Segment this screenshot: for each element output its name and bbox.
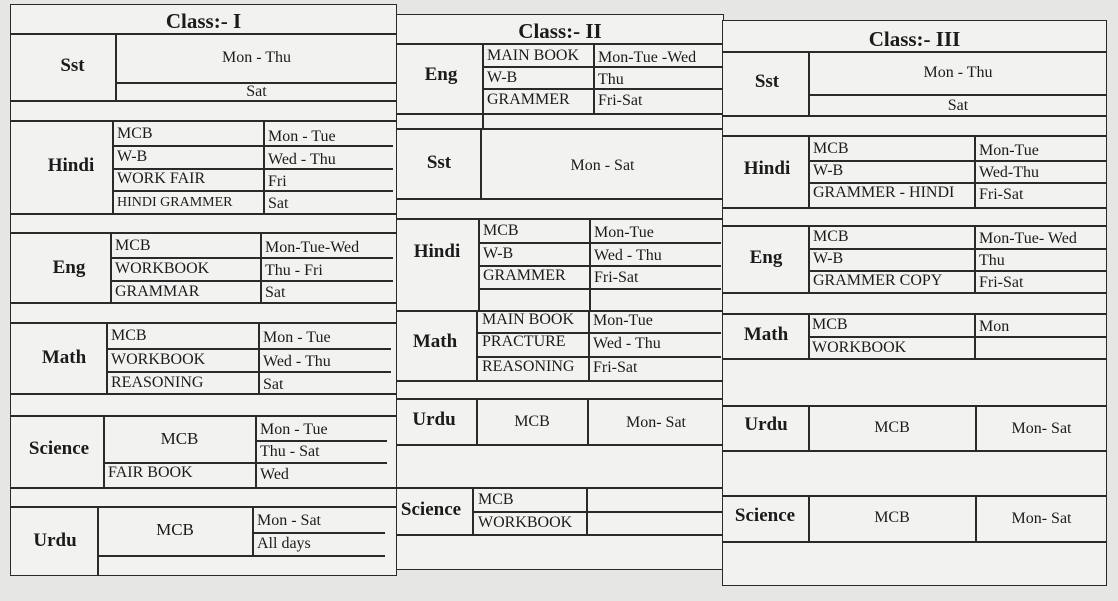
class1-science-mcb: MCB: [160, 429, 199, 448]
divider: [103, 417, 105, 487]
divider: [10, 393, 397, 395]
class3-urdu-days: Mon- Sat: [1011, 420, 1072, 437]
divider: [10, 322, 397, 324]
divider: [808, 94, 1107, 96]
divider: [722, 495, 1107, 497]
class2-eng-book: MAIN BOOK: [487, 47, 579, 64]
divider: [396, 487, 724, 489]
class3-eng-days: Mon-Tue- Wed: [979, 230, 1077, 247]
divider: [260, 234, 262, 302]
class1-urdu-subject: Urdu: [33, 530, 77, 551]
divider: [476, 310, 478, 380]
class3-eng-book: GRAMMER COPY: [813, 272, 943, 289]
divider: [482, 88, 724, 90]
class2-math-days: Wed - Thu: [593, 335, 661, 352]
class1-science-fair-book: FAIR BOOK: [108, 464, 193, 481]
class3-eng-book: W-B: [813, 250, 844, 267]
class2-sst-days: Mon - Sat: [570, 157, 635, 174]
divider: [10, 232, 397, 234]
class1-eng-book: GRAMMAR: [115, 283, 200, 300]
class3-math-subject: Math: [743, 324, 789, 345]
class1-header-divider: [10, 33, 397, 35]
divider: [974, 227, 976, 292]
class1-math-book: REASONING: [111, 374, 204, 391]
class3-math-book: WORKBOOK: [812, 339, 907, 356]
divider: [112, 190, 393, 192]
divider: [396, 218, 724, 220]
divider: [396, 380, 724, 382]
divider: [110, 234, 112, 302]
class1-hindi-book: HINDI GRAMMER: [117, 195, 233, 210]
class2-eng-subject: Eng: [424, 64, 458, 85]
divider: [10, 100, 397, 102]
class2-sst-subject: Sst: [426, 152, 452, 173]
class1-hindi-days: Wed - Thu: [268, 151, 336, 168]
class2-hindi-book: MCB: [483, 222, 519, 239]
divider: [722, 292, 1107, 294]
class1-hindi-book: W-B: [117, 148, 148, 165]
class2-science-book: MCB: [478, 491, 514, 508]
divider: [722, 115, 1107, 117]
class2-hindi-days: Wed - Thu: [594, 247, 662, 264]
class1-eng-book: MCB: [115, 237, 151, 254]
divider: [722, 450, 1107, 452]
class2-hindi-book: W-B: [483, 245, 514, 262]
class1-hindi-subject: Hindi: [47, 155, 95, 176]
divider: [722, 358, 1107, 360]
divider: [110, 280, 393, 282]
class2-science-subject: Science: [400, 499, 462, 520]
class1-science-mcb-days-1: Mon - Tue: [260, 421, 328, 438]
divider: [808, 227, 810, 292]
class2-eng-book: W-B: [487, 69, 518, 86]
divider: [722, 225, 1107, 227]
class3-eng-days: Fri-Sat: [979, 274, 1024, 291]
divider: [255, 417, 257, 487]
class1-urdu-days-2: All days: [257, 535, 311, 552]
class2-urdu-subject: Urdu: [412, 409, 456, 430]
class3-hindi-days: Fri-Sat: [979, 186, 1024, 203]
divider: [482, 43, 484, 113]
divider: [106, 348, 391, 350]
class3-title: Class:- III: [868, 27, 961, 51]
divider: [396, 128, 724, 130]
class3-eng-book: MCB: [813, 228, 849, 245]
class1-math-book: MCB: [111, 327, 147, 344]
class1-math-days: Wed - Thu: [263, 353, 331, 370]
class3-urdu-book: MCB: [874, 419, 910, 436]
class1-math-book: WORKBOOK: [111, 351, 206, 368]
divider: [10, 487, 397, 489]
class1-title: Class:- I: [165, 9, 242, 33]
divider: [252, 532, 385, 534]
class3-hindi-subject: Hindi: [743, 158, 791, 179]
divider: [722, 207, 1107, 209]
divider: [10, 506, 397, 508]
class1-eng-book: WORKBOOK: [115, 260, 210, 277]
class2-urdu-book: MCB: [514, 413, 550, 430]
class2-eng-book: GRAMMER: [487, 91, 570, 108]
class2-math-book: PRACTURE: [482, 333, 566, 350]
divider: [396, 444, 724, 446]
class1-math-days: Mon - Tue: [263, 329, 331, 346]
divider: [10, 213, 397, 215]
class3-hindi-book: GRAMMER - HINDI: [813, 184, 955, 201]
class2-hindi-book: GRAMMER: [483, 267, 566, 284]
divider: [106, 371, 391, 373]
class1-math-days: Sat: [263, 376, 284, 393]
divider: [10, 302, 397, 304]
divider: [258, 324, 260, 393]
class2-hindi-days: Fri-Sat: [594, 269, 639, 286]
class1-hindi-book: MCB: [117, 125, 153, 142]
class3-hindi-book: W-B: [813, 162, 844, 179]
class2-urdu-days: Mon- Sat: [626, 414, 686, 431]
divider: [106, 324, 108, 393]
divider: [396, 113, 724, 115]
divider: [722, 135, 1107, 137]
divider: [808, 336, 1107, 338]
divider: [593, 43, 595, 113]
class2-math-subject: Math: [412, 331, 458, 352]
divider: [478, 242, 721, 244]
class1-eng-subject: Eng: [52, 257, 86, 278]
divider: [97, 508, 99, 576]
class3-sst-days-2: Sat: [947, 97, 969, 114]
class1-hindi-days: Fri: [268, 173, 287, 190]
class3-science-days: Mon- Sat: [1011, 510, 1072, 527]
class2-title: Class:- II: [518, 19, 602, 43]
class3-math-days: Mon: [979, 318, 1010, 335]
divider: [10, 120, 397, 122]
class2-science-book: WORKBOOK: [478, 514, 573, 531]
class2-math-book: MAIN BOOK: [482, 311, 574, 328]
class1-hindi-days: Sat: [268, 195, 289, 212]
class1-urdu-days-1: Mon - Sat: [257, 512, 321, 529]
divider: [974, 137, 976, 207]
divider: [482, 66, 724, 68]
class1-sst-days-2: Sat: [246, 83, 267, 100]
class2-hindi-days: Mon-Tue: [594, 224, 654, 241]
class2-math-book: REASONING: [482, 358, 575, 375]
divider: [808, 248, 1107, 250]
divider: [588, 310, 590, 380]
divider: [482, 113, 484, 128]
class2-eng-days: Thu: [598, 71, 624, 88]
class2-header-divider: [396, 43, 724, 45]
divider: [255, 440, 387, 442]
divider: [478, 290, 480, 310]
divider: [396, 398, 724, 400]
class3-hindi-days: Wed-Thu: [979, 164, 1040, 181]
divider: [478, 220, 480, 290]
divider: [478, 288, 721, 290]
divider: [722, 405, 1107, 407]
class1-urdu-book: MCB: [156, 520, 194, 539]
divider: [396, 534, 724, 536]
class1-science-mcb-days-2: Thu - Sat: [260, 443, 320, 460]
class1-math-subject: Math: [41, 347, 87, 368]
class3-eng-days: Thu: [979, 252, 1005, 269]
class2-hindi-subject: Hindi: [413, 241, 461, 262]
divider: [97, 555, 385, 557]
class2-eng-days: Mon-Tue -Wed: [598, 49, 697, 66]
class3-eng-subject: Eng: [749, 247, 783, 268]
class1-sst-subject: Sst: [60, 55, 85, 76]
class3-urdu-subject: Urdu: [744, 414, 788, 435]
class2-math-days: Fri-Sat: [593, 359, 638, 376]
class1-hindi-days: Mon - Tue: [268, 128, 336, 145]
class2-eng-days: Fri-Sat: [598, 92, 643, 109]
class1-eng-days: Thu - Fri: [265, 262, 323, 279]
divider: [808, 160, 1107, 162]
class3-sst-days-1: Mon - Thu: [923, 64, 993, 81]
divider: [722, 313, 1107, 315]
divider: [396, 198, 724, 200]
class3-science-book: MCB: [874, 509, 910, 526]
class3-hindi-book: MCB: [813, 140, 849, 157]
class1-science-subject: Science: [28, 438, 90, 459]
divider: [808, 137, 810, 207]
class3-sst-subject: Sst: [754, 71, 780, 92]
class1-science-fair-days: Wed: [260, 466, 289, 483]
class2-math-days: Mon-Tue: [593, 312, 653, 329]
class1-eng-days: Mon-Tue-Wed: [265, 239, 360, 256]
divider: [10, 415, 397, 417]
class1-hindi-book: WORK FAIR: [117, 170, 206, 187]
class3-science-subject: Science: [734, 505, 796, 526]
class3-math-book: MCB: [812, 316, 848, 333]
divider: [110, 257, 393, 259]
class3-hindi-days: Mon-Tue: [979, 142, 1039, 159]
divider: [112, 145, 393, 147]
class3-header-divider: [722, 51, 1107, 53]
divider: [472, 511, 724, 513]
divider: [722, 541, 1107, 543]
class1-sst-days-1: Mon - Thu: [221, 49, 292, 66]
class1-eng-days: Sat: [265, 284, 286, 301]
